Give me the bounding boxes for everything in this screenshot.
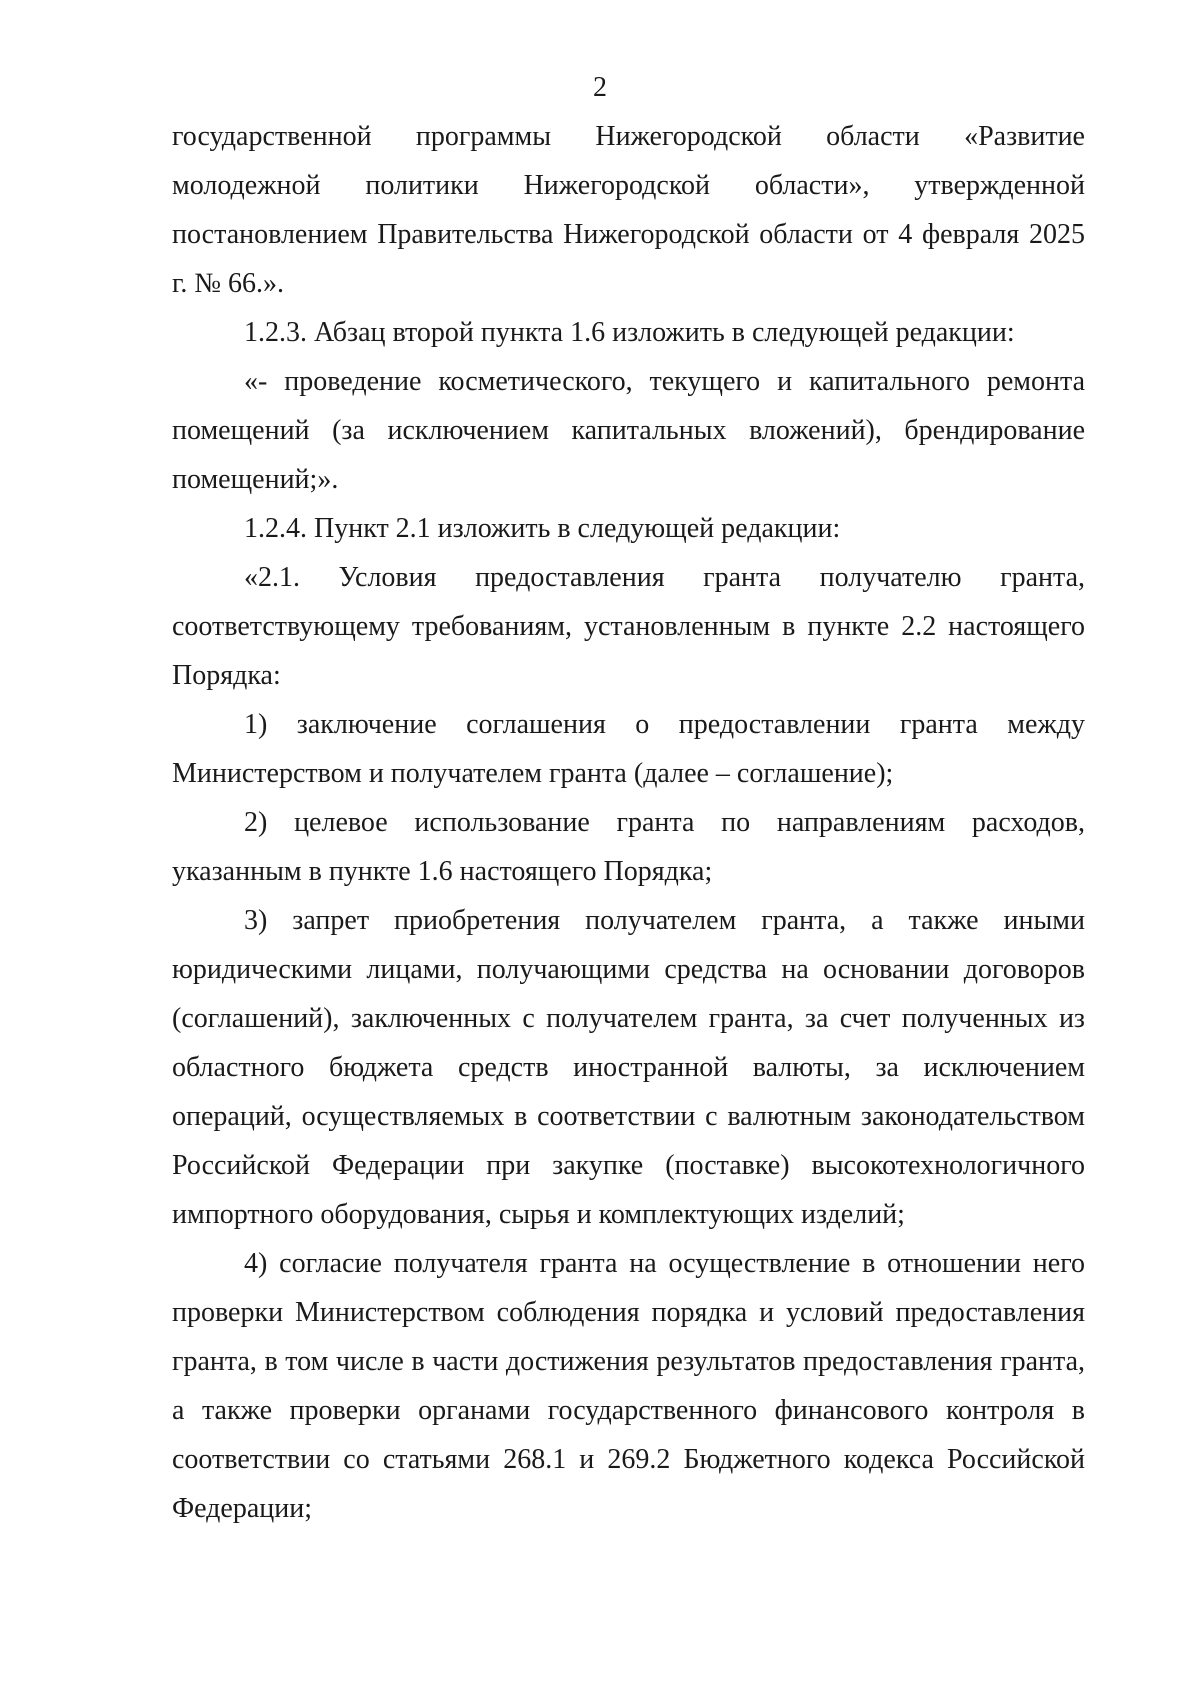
page-number: 2 (593, 72, 607, 103)
paragraph-quote-repair: «- проведение косметического, текущего и капитального ремонта помещений (за исключением капитальных вложений), брендирование помещений;». (172, 366, 1085, 495)
list-item-1: 1) заключение соглашения о предоставлении гранта между Министерством и получателем гранта (далее – соглашение); (172, 709, 1085, 789)
paragraph-1-2-4: 1.2.4. Пункт 2.1 изложить в следующей редакции: (244, 513, 841, 544)
list-item-4: 4) согласие получателя гранта на осуществление в отношении него проверки Министерством соблюдения порядка и условий предоставления гранта, в том числе в части достижения результатов предоставления гранта, а также проверки органами государственного финансового контроля в соответствии со статьями 268.1 и 269.2 Бюджетного кодекса Российской Федерации; (172, 1248, 1085, 1524)
list-item-2: 2) целевое использование гранта по направлениям расходов, указанным в пункте 1.6 настоящего Порядка; (172, 807, 1085, 887)
list-item-3: 3) запрет приобретения получателем гранта, а также иными юридическими лицами, получающими средства на основании договоров (соглашений), заключенных с получателем гранта, за счет полученных из областного бюджета средств иностранной валюты, за исключением операций, осуществляемых в соответствии с валютным законодательством Российской Федерации при закупке (поставке) высокотехнологичного импортного оборудования, сырья и комплектующих изделий; (172, 905, 1085, 1230)
paragraph-continuation: государственной программы Нижегородской области «Развитие молодежной политики Нижегородской области», утвержденной постановлением Правительства Нижегородской области от 4 февраля 2025 г. № 66.». (172, 121, 1085, 299)
paragraph-2-1: «2.1. Условия предоставления гранта получателю гранта, соответствующему требованиям, установленным в пункте 2.2 настоящего Порядка: (172, 562, 1085, 691)
paragraph-1-2-3: 1.2.3. Абзац второй пункта 1.6 изложить в следующей редакции: (244, 317, 1015, 348)
document-body (172, 112, 1085, 1533)
